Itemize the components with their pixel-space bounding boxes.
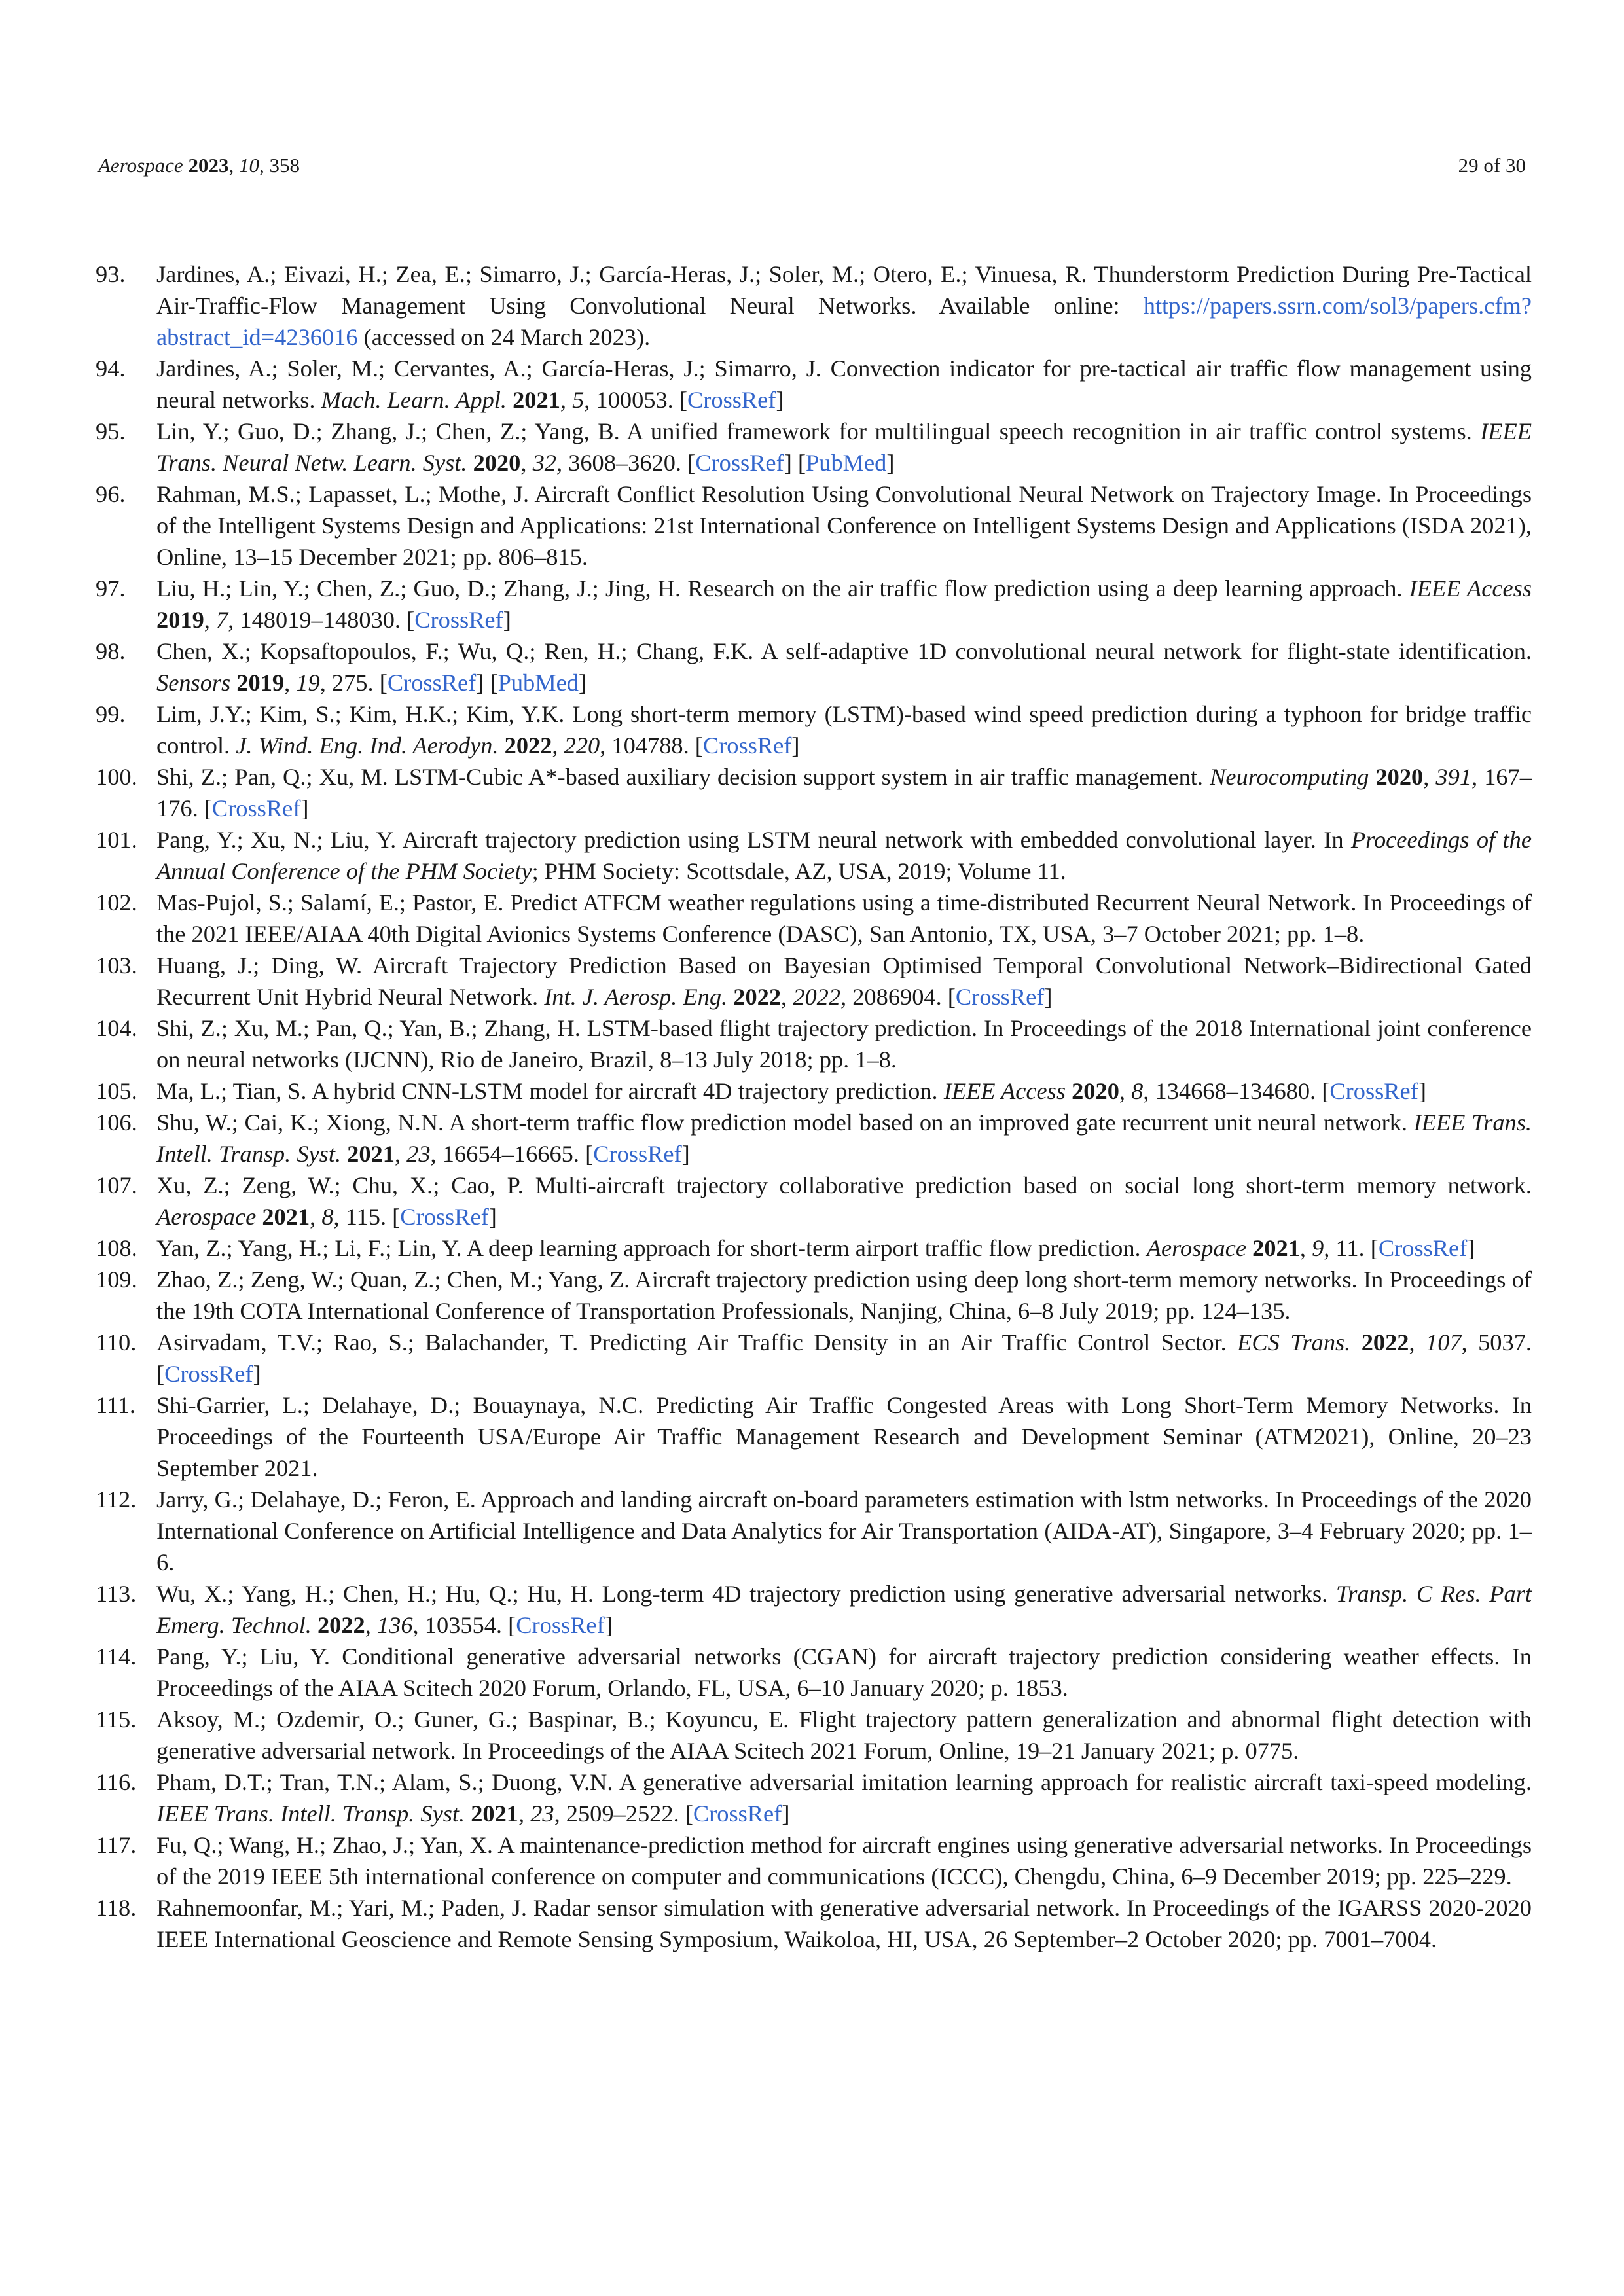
reference-year: 2022 (1361, 1329, 1409, 1355)
reference-text: , (552, 732, 564, 759)
reference-number: 105. (96, 1078, 137, 1104)
pubmed-link[interactable]: PubMed (497, 670, 579, 696)
reference-text (1350, 1329, 1361, 1355)
reference-italic-text: Neurocomputing (1210, 764, 1369, 790)
reference-italic-text: IEEE Trans. Intell. Transp. Syst. (156, 1109, 1532, 1167)
reference-text: Rahman, M.S.; Lapasset, L.; Mothe, J. Aircraft Conflict Resolution Using Convolutional Neural Network on Trajectory Image. In Proceedings of the Intelligent Systems Design and Applications: 21st International Conference on Intelligent Systems Design and Applications (ISDA 2021), Online, 13–15 December 2021; pp. 806–815. (156, 481, 1532, 570)
reference-number: 94. (96, 355, 126, 382)
reference-item (96, 1327, 1532, 1390)
reference-italic-text: 8 (321, 1204, 334, 1230)
crossref-link[interactable]: CrossRef (955, 984, 1045, 1010)
reference-item (96, 1829, 1532, 1892)
reference-text: ] (1467, 1235, 1475, 1261)
reference-text: , (1423, 764, 1436, 790)
reference-item (96, 636, 1532, 698)
reference-number: 99. (96, 701, 126, 727)
crossref-link[interactable]: CrossRef (1329, 1078, 1418, 1104)
reference-text: Zhao, Z.; Zeng, W.; Quan, Z.; Chen, M.; Yang, Z. Aircraft trajectory prediction using deep long short-term memory networks. In Proceedings of the 19th COTA International Conference of Transportation Professionals, Nanjing, China, 6–8 July 2019; pp. 124–135. (156, 1266, 1532, 1324)
reference-year: 2020 (1375, 764, 1424, 790)
reference-number: 102. (96, 889, 137, 916)
reference-text: , 100053. [ (584, 387, 687, 413)
reference-item (96, 1704, 1532, 1767)
reference-text: , (518, 1801, 531, 1827)
reference-italic-text: Aerospace (156, 1204, 257, 1230)
reference-text: ] (578, 670, 587, 696)
reference-italic-text: IEEE Trans. Intell. Transp. Syst. (156, 1801, 465, 1827)
reference-text: , (310, 1204, 322, 1230)
reference-italic-text: J. Wind. Eng. Ind. Aerodyn. (236, 732, 499, 759)
reference-item (96, 1390, 1532, 1484)
reference-text: Jarry, G.; Delahaye, D.; Feron, E. Approach and landing aircraft on-board parameters estimation with lstm networks. In Proceedings of the 2020 International Conference on Artificial Intelligence and Data Analytics for Air Transportation (AIDA-AT), Singapore, 3–4 February 2020; pp. 1–6. (156, 1486, 1532, 1575)
reference-year: 2020 (1072, 1078, 1119, 1104)
reference-year: 2021 (262, 1204, 310, 1230)
reference-text: ] (488, 1204, 497, 1230)
reference-italic-text: 5 (572, 387, 585, 413)
reference-item (96, 353, 1532, 416)
reference-text: , (284, 670, 297, 696)
reference-year: 2019 (236, 670, 285, 696)
reference-number: 117. (96, 1832, 137, 1858)
reference-italic-text: Sensors (156, 670, 231, 696)
article-number: 358 (269, 154, 300, 177)
reference-text (341, 1141, 347, 1167)
reference-text (230, 670, 236, 696)
reference-text (312, 1612, 317, 1638)
reference-number: 96. (96, 481, 126, 507)
reference-text: ] (776, 387, 784, 413)
reference-text: ] (300, 795, 309, 821)
crossref-link[interactable]: CrossRef (593, 1141, 682, 1167)
reference-item (96, 478, 1532, 573)
crossref-link[interactable]: CrossRef (414, 607, 503, 633)
reference-text: Pang, Y.; Liu, Y. Conditional generative adversarial networks (CGAN) for aircraft trajectory prediction considering weather effects. In Proceedings of the AIAA Scitech 2020 Forum, Orlando, FL, USA, 6–10 January 2020; p. 1853. (156, 1643, 1532, 1701)
reference-text: , 167–176. [ (156, 764, 1532, 821)
reference-text: Mas-Pujol, S.; Salamí, E.; Pastor, E. Predict ATFCM weather regulations using a time-distributed Recurrent Neural Network. In Proceedings of the 2021 IEEE/AIAA 40th Digital Avionics Systems Conference (DASC), San Antonio, TX, USA, 3–7 October 2021; pp. 1–8. (156, 889, 1532, 947)
crossref-link[interactable]: CrossRef (516, 1612, 605, 1638)
reference-text: , (1119, 1078, 1132, 1104)
reference-italic-text: 23 (406, 1141, 431, 1167)
crossref-link[interactable]: CrossRef (387, 670, 477, 696)
reference-item (96, 1484, 1532, 1578)
page-number: 29 of 30 (1458, 154, 1526, 177)
reference-text: , (1409, 1329, 1426, 1355)
reference-text: Liu, H.; Lin, Y.; Chen, Z.; Guo, D.; Zhang, J.; Jing, H. Research on the air traffic flow prediction using a deep learning approach. (156, 575, 1409, 601)
reference-year: 2022 (733, 984, 782, 1010)
reference-text: , 16654–16665. [ (430, 1141, 594, 1167)
reference-text (256, 1204, 262, 1230)
reference-text: , (1299, 1235, 1312, 1261)
reference-text: ] (886, 450, 895, 476)
reference-text: , (394, 1141, 407, 1167)
reference-text: , (781, 984, 793, 1010)
reference-year: 2022 (317, 1612, 365, 1638)
reference-item (96, 1767, 1532, 1829)
crossref-link[interactable]: CrossRef (702, 732, 792, 759)
reference-year: 2022 (504, 732, 552, 759)
reference-item (96, 950, 1532, 1013)
reference-text: , 115. [ (333, 1204, 401, 1230)
reference-item (96, 1013, 1532, 1075)
reference-text: ] (782, 1801, 790, 1827)
reference-year: 2021 (471, 1801, 518, 1827)
reference-number: 100. (96, 764, 137, 790)
crossref-link[interactable]: CrossRef (693, 1801, 782, 1827)
reference-italic-text: Transp. C Res. Part Emerg. Technol. (156, 1581, 1532, 1638)
reference-year: 2020 (473, 450, 521, 476)
reference-text: , 5037. [ (156, 1329, 1532, 1387)
reference-year: 2021 (347, 1141, 395, 1167)
reference-number: 95. (96, 418, 126, 444)
reference-number: 103. (96, 952, 137, 978)
reference-text: ; PHM Society: Scottsdale, AZ, USA, 2019; Volume 11. (532, 858, 1066, 884)
reference-text: Ma, L.; Tian, S. A hybrid CNN-LSTM model for aircraft 4D trajectory prediction. (156, 1078, 944, 1104)
reference-text: , (365, 1612, 377, 1638)
reference-year: 2019 (156, 607, 204, 633)
reference-italic-text: 19 (296, 670, 320, 696)
reference-text (1246, 1235, 1252, 1261)
reference-year: 2021 (1252, 1235, 1300, 1261)
reference-italic-text: 391 (1435, 764, 1472, 790)
reference-italic-text: Int. J. Aerosp. Eng. (544, 984, 728, 1010)
reference-item (96, 1170, 1532, 1232)
reference-text (499, 732, 505, 759)
reference-text: , (520, 450, 533, 476)
reference-text: Jardines, A.; Soler, M.; Cervantes, A.; García-Heras, J.; Simarro, J. Convection indicator for pre-tactical air traffic flow management using neural networks. (156, 355, 1532, 413)
reference-item (96, 1892, 1532, 1955)
reference-italic-text: Aerospace (1146, 1235, 1246, 1261)
reference-text (727, 984, 733, 1010)
reference-item (96, 887, 1532, 950)
crossref-link[interactable]: CrossRef (164, 1361, 253, 1387)
reference-year: 2021 (513, 387, 560, 413)
crossref-link[interactable]: CrossRef (687, 387, 776, 413)
reference-text: , 275. [ (319, 670, 388, 696)
reference-number: 101. (96, 827, 137, 853)
reference-italic-text: IEEE Access (1409, 575, 1532, 601)
reference-italic-text: Proceedings of the Annual Conference of the PHM Society (156, 827, 1532, 884)
reference-number: 116. (96, 1769, 137, 1795)
reference-text: , 148019–148030. [ (228, 607, 415, 633)
reference-number: 93. (96, 261, 126, 287)
reference-italic-text: 8 (1131, 1078, 1144, 1104)
reference-item (96, 1264, 1532, 1327)
reference-number: 111. (96, 1392, 135, 1418)
reference-italic-text: 220 (564, 732, 600, 759)
reference-text: Fu, Q.; Wang, H.; Zhao, J.; Yan, X. A maintenance-prediction method for aircraft engines using generative adversarial networks. In Proceedings of the 2019 IEEE 5th international conference on computer and communications (ICCC), Chengdu, China, 6–9 December 2019; pp. 225–229. (156, 1832, 1532, 1890)
reference-text: ] (1044, 984, 1053, 1010)
reference-text: ] (604, 1612, 613, 1638)
reference-number: 115. (96, 1706, 137, 1732)
reference-number: 98. (96, 638, 126, 664)
reference-text: Jardines, A.; Eivazi, H.; Zea, E.; Simarro, J.; García-Heras, J.; Soler, M.; Otero, E.; Vinuesa, R. Thunderstorm Prediction During Pre-Tactical Air-Traffic-Flow Management Using Convolutional Neural Networks. Available online: (156, 261, 1532, 319)
crossref-link[interactable]: CrossRef (211, 795, 301, 821)
reference-number: 113. (96, 1581, 137, 1607)
reference-list (96, 259, 1532, 1955)
header-comma-2: , (259, 154, 270, 177)
reference-italic-text: ECS Trans. (1237, 1329, 1351, 1355)
reference-item (96, 1641, 1532, 1704)
reference-text: ] (503, 607, 511, 633)
reference-italic-text: 136 (376, 1612, 413, 1638)
reference-item (96, 698, 1532, 761)
reference-item (96, 824, 1532, 887)
reference-text: Pham, D.T.; Tran, T.N.; Alam, S.; Duong, V.N. A generative adversarial imitation learning approach for realistic aircraft taxi-speed modeling. (156, 1769, 1532, 1795)
reference-text (507, 387, 513, 413)
reference-italic-text: Mach. Learn. Appl. (321, 387, 507, 413)
reference-number: 118. (96, 1895, 137, 1921)
reference-text: Lim, J.Y.; Kim, S.; Kim, H.K.; Kim, Y.K. Long short-term memory (LSTM)-based wind speed prediction during a typhoon for bridge traffic control. (156, 701, 1532, 759)
crossref-link[interactable]: CrossRef (695, 450, 784, 476)
reference-text: Rahnemoonfar, M.; Yari, M.; Paden, J. Radar sensor simulation with generative adversarial network. In Proceedings of the IGARSS 2020-2020 IEEE International Geoscience and Remote Sensing Symposium, Waikoloa, HI, USA, 26 September–2 October 2020; pp. 7001–7004. (156, 1895, 1532, 1952)
reference-number: 110. (96, 1329, 137, 1355)
reference-italic-text: 9 (1312, 1235, 1324, 1261)
reference-text: , 11. [ (1324, 1235, 1379, 1261)
reference-number: 112. (96, 1486, 137, 1513)
journal-name: Aerospace (98, 154, 183, 177)
reference-italic-text: IEEE Trans. Neural Netw. Learn. Syst. (156, 418, 1532, 476)
reference-italic-text: 107 (1426, 1329, 1462, 1355)
crossref-link[interactable]: CrossRef (1378, 1235, 1468, 1261)
reference-number: 114. (96, 1643, 137, 1670)
reference-text: Yan, Z.; Yang, H.; Li, F.; Lin, Y. A deep learning approach for short-term airport traffic flow prediction. (156, 1235, 1147, 1261)
reference-italic-text: IEEE Access (943, 1078, 1066, 1104)
reference-text: ] (253, 1361, 261, 1387)
reference-text: Chen, X.; Kopsaftopoulos, F.; Wu, Q.; Ren, H.; Chang, F.K. A self-adaptive 1D convolutional neural network for flight-state identification. (156, 638, 1532, 664)
crossref-link[interactable]: CrossRef (400, 1204, 489, 1230)
reference-item (96, 1075, 1532, 1107)
reference-text: , (560, 387, 573, 413)
pubmed-link[interactable]: PubMed (806, 450, 887, 476)
reference-item (96, 416, 1532, 478)
reference-text: Shi-Garrier, L.; Delahaye, D.; Bouaynaya, N.C. Predicting Air Traffic Congested Areas with Long Short-Term Memory Networks. In Proceedings of the Fourteenth USA/Europe Air Traffic Management Research and Development Seminar (ATM2021), Online, 20–23 September 2021. (156, 1392, 1532, 1481)
reference-text: Shi, Z.; Pan, Q.; Xu, M. LSTM-Cubic A*-based auxiliary decision support system in air traffic management. (156, 764, 1210, 790)
reference-italic-text: 2022 (793, 984, 841, 1010)
reference-text: (accessed on 24 March 2023). (357, 324, 651, 350)
reference-text: Shi, Z.; Xu, M.; Pan, Q.; Yan, B.; Zhang, H. LSTM-based flight trajectory prediction. In Proceedings of the 2018 International joint conference on neural networks (IJCNN), Rio de Janeiro, Brazil, 8–13 July 2018; pp. 1–8. (156, 1015, 1532, 1073)
reference-text (1369, 764, 1375, 790)
reference-text: , 2509–2522. [ (554, 1801, 693, 1827)
reference-item (96, 1232, 1532, 1264)
reference-text: ] (791, 732, 800, 759)
reference-number: 97. (96, 575, 126, 601)
journal-year: 2023 (188, 154, 229, 177)
reference-number: 106. (96, 1109, 137, 1136)
reference-text: ] (681, 1141, 690, 1167)
reference-number: 108. (96, 1235, 137, 1261)
reference-item (96, 761, 1532, 824)
reference-item (96, 1578, 1532, 1641)
url-link[interactable]: https://papers.ssrn.com/sol3/papers.cfm?abstract_id=4236016 (156, 293, 1532, 350)
reference-text: Asirvadam, T.V.; Rao, S.; Balachander, T. Predicting Air Traffic Density in an Air Traffic Control Sector. (156, 1329, 1238, 1355)
header-comma-1: , (228, 154, 239, 177)
reference-text: , 103554. [ (412, 1612, 516, 1638)
reference-item (96, 1107, 1532, 1170)
reference-text: Xu, Z.; Zeng, W.; Chu, X.; Cao, P. Multi-aircraft trajectory collaborative prediction based on social long short-term memory network. (156, 1172, 1532, 1198)
reference-text: , 104788. [ (600, 732, 703, 759)
reference-number: 107. (96, 1172, 137, 1198)
reference-text (1066, 1078, 1072, 1104)
reference-text: Pang, Y.; Xu, N.; Liu, Y. Aircraft trajectory prediction using LSTM neural network with embedded convolutional layer. In (156, 827, 1351, 853)
reference-text: Lin, Y.; Guo, D.; Zhang, J.; Chen, Z.; Yang, B. A unified framework for multilingual speech recognition in air traffic control systems. (156, 418, 1481, 444)
reference-text: ] [ (784, 450, 806, 476)
reference-text: , 3608–3620. [ (556, 450, 696, 476)
reference-text: , 2086904. [ (840, 984, 956, 1010)
reference-text: , 134668–134680. [ (1143, 1078, 1330, 1104)
reference-italic-text: 7 (215, 607, 228, 633)
reference-number: 109. (96, 1266, 137, 1293)
journal-volume: 10 (238, 154, 259, 177)
reference-number: 104. (96, 1015, 137, 1041)
reference-italic-text: 23 (530, 1801, 554, 1827)
reference-text (467, 450, 473, 476)
reference-italic-text: 32 (532, 450, 556, 476)
reference-text: Shu, W.; Cai, K.; Xiong, N.N. A short-term traffic flow prediction model based on an improved gate recurrent unit neural network. (156, 1109, 1414, 1136)
reference-text: ] (1418, 1078, 1426, 1104)
reference-text: ] [ (476, 670, 498, 696)
reference-item (96, 259, 1532, 353)
reference-text: Huang, J.; Ding, W. Aircraft Trajectory Prediction Based on Bayesian Optimised Temporal Convolutional Network–Bidirectional Gated Recurrent Unit Hybrid Neural Network. (156, 952, 1532, 1010)
reference-text: Aksoy, M.; Ozdemir, O.; Guner, G.; Baspinar, B.; Koyuncu, E. Flight trajectory pattern generalization and abnormal flight detection with generative adversarial network. In Proceedings of the AIAA Scitech 2021 Forum, Online, 19–21 January 2021; p. 0775. (156, 1706, 1532, 1764)
reference-item (96, 573, 1532, 636)
page-header (98, 149, 1526, 182)
reference-text (465, 1801, 471, 1827)
reference-text: Wu, X.; Yang, H.; Chen, H.; Hu, Q.; Hu, H. Long-term 4D trajectory prediction using generative adversarial networks. (156, 1581, 1336, 1607)
reference-text: , (204, 607, 216, 633)
